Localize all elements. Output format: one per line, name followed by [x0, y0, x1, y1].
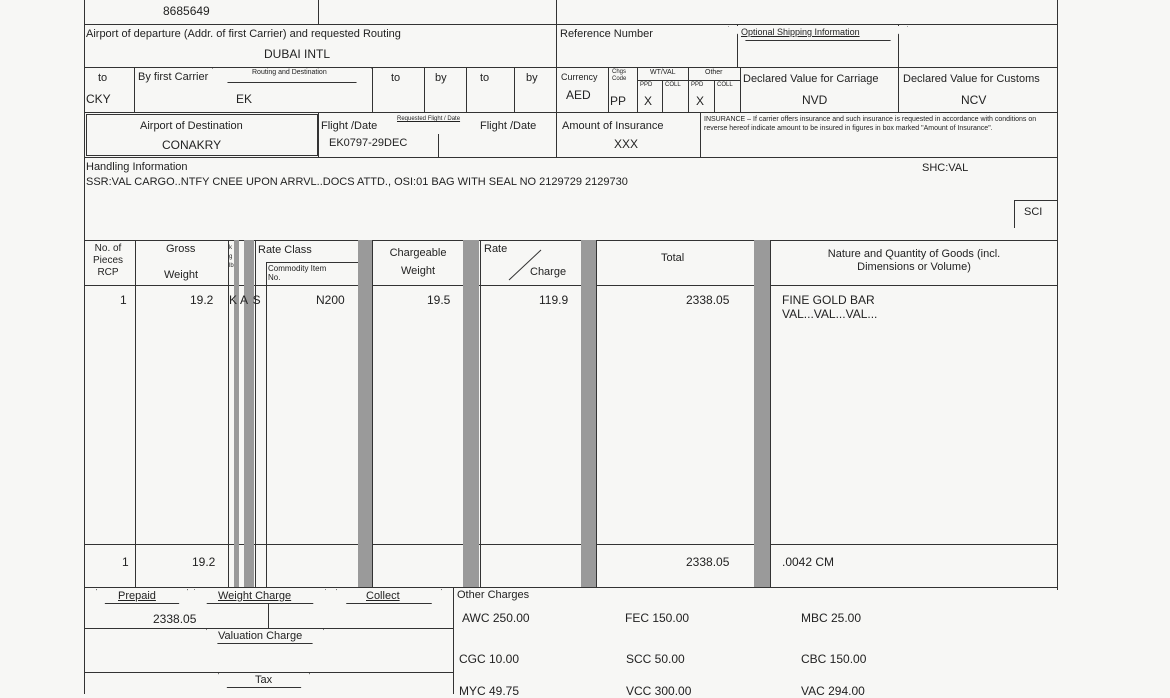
row-total: 2338.05 — [686, 293, 730, 307]
gross-header: Gross — [166, 243, 196, 255]
carrier-label: By first Carrier — [138, 71, 209, 83]
commodity-header: Commodity Item No. — [268, 264, 327, 282]
carrier-value: EK — [236, 92, 253, 106]
nature-header: Nature and Quantity of Goods (incl. Dimensions or Volume) — [827, 248, 1001, 273]
dv-customs-label: Declared Value for Customs — [903, 73, 1040, 85]
departure-label: Airport of departure (Addr. of first Carrier) and requested Routing — [86, 28, 401, 40]
wt-ppd-label: PPD — [640, 82, 653, 88]
other-charge-scc: SCC 50.00 — [626, 652, 685, 666]
other-ppd-label: PPD — [691, 82, 704, 88]
shc-code: SHC:VAL — [922, 162, 969, 174]
dv-customs-value: NCV — [961, 93, 987, 107]
flight-value: EK0797-29DEC — [329, 137, 408, 149]
prepaid-label: Prepaid — [118, 590, 156, 602]
rate-header: Rate — [484, 243, 508, 255]
destination-label: Airport of Destination — [140, 120, 243, 132]
row-rate-class: A S — [240, 293, 262, 307]
chargeable-header: Chargeable Weight — [389, 247, 447, 277]
other-charge-mbc: MBC 25.00 — [801, 611, 862, 625]
total-volume: .0042 CM — [782, 555, 835, 569]
account-number: 8685649 — [163, 4, 210, 18]
dv-carriage-label: Declared Value for Carriage — [743, 73, 879, 85]
other-charge-cbc: CBC 150.00 — [801, 652, 867, 666]
other-label: Other — [705, 69, 723, 76]
routing-sub-label: Routing and Destination — [252, 69, 327, 76]
other-charge-vcc: VCC 300.00 — [626, 684, 692, 698]
flight-label-2: Flight /Date — [480, 120, 537, 132]
row-pieces: 1 — [120, 293, 127, 307]
row-nature-line1: FINE GOLD BAR — [782, 293, 875, 307]
kg-header: kg lb — [229, 245, 234, 269]
total-amount: 2338.05 — [686, 555, 730, 569]
total-gross: 19.2 — [192, 555, 216, 569]
tax-label: Tax — [255, 674, 273, 686]
departure-value: DUBAI INTL — [264, 47, 331, 61]
destination-value: CONAKRY — [162, 138, 222, 152]
row-kg: K — [229, 293, 238, 307]
row-nature-line2: VAL...VAL...VAL... — [782, 307, 878, 321]
other-charge-myc: MYC 49.75 — [459, 684, 520, 698]
row-gross: 19.2 — [190, 293, 214, 307]
insurance-note: INSURANCE – If carrier offers insurance and such insurance is requested in accordance with conditions on reverse hereof indicate amount to be insured in figures in box marked "Amount of Insurance". — [704, 116, 1037, 132]
optional-shipping-label: Optional Shipping Information — [741, 27, 860, 37]
dv-carriage-value: NVD — [802, 93, 828, 107]
total-header: Total — [661, 252, 685, 264]
to2-label: to — [391, 72, 401, 84]
other-ppd-mark: X — [696, 94, 705, 108]
chgs-code-value: PP — [610, 94, 627, 108]
chgs-code-label: Chgs Code — [612, 69, 627, 82]
weight-charge-label: Weight Charge — [218, 590, 292, 602]
handling-label: Handling Information — [86, 161, 188, 173]
total-pieces: 1 — [122, 555, 129, 569]
insurance-label: Amount of Insurance — [562, 120, 664, 132]
other-charge-vac: VAC 294.00 — [801, 684, 865, 698]
sci-code: SCI — [1024, 206, 1043, 218]
handling-text: SSR:VAL CARGO..NTFY CNEE UPON ARRVL..DOCS ATTD., OSI:01 BAG WITH SEAL NO 2129729 2129730 — [86, 176, 628, 188]
other-coll-label: COLL — [717, 82, 733, 88]
other-charge-cgc: CGC 10.00 — [459, 652, 520, 666]
row-commodity: N200 — [316, 293, 345, 307]
flight-label: Flight /Date — [321, 120, 378, 132]
other-charge-awc: AWC 250.00 — [462, 611, 530, 625]
collect-label: Collect — [366, 590, 400, 602]
currency-value: AED — [566, 88, 591, 102]
row-rate: 119.9 — [539, 293, 569, 307]
pieces-header: No. of Pieces RCP — [92, 243, 123, 278]
to-value: CKY — [86, 92, 111, 106]
reference-label: Reference Number — [560, 28, 653, 40]
flight-sub-label: Requested Flight / Date — [397, 116, 461, 122]
by3-label: by — [526, 72, 538, 84]
by2-label: by — [435, 72, 447, 84]
prepaid-value: 2338.05 — [153, 612, 197, 626]
currency-label: Currency — [561, 72, 598, 82]
to-label: to — [98, 72, 108, 84]
rate-class-header: Rate Class — [258, 244, 312, 256]
other-charges-label: Other Charges — [457, 589, 530, 601]
wt-coll-label: COLL — [665, 82, 681, 88]
row-chargeable: 19.5 — [427, 293, 451, 307]
other-charge-fec: FEC 150.00 — [625, 611, 690, 625]
to3-label: to — [480, 72, 490, 84]
insurance-value: XXX — [614, 137, 639, 151]
wtval-label: WT/VAL — [650, 69, 676, 76]
wt-ppd-mark: X — [644, 94, 653, 108]
weight-header: Weight — [164, 269, 199, 281]
valuation-charge-label: Valuation Charge — [218, 630, 303, 642]
charge-header: Charge — [530, 266, 567, 278]
